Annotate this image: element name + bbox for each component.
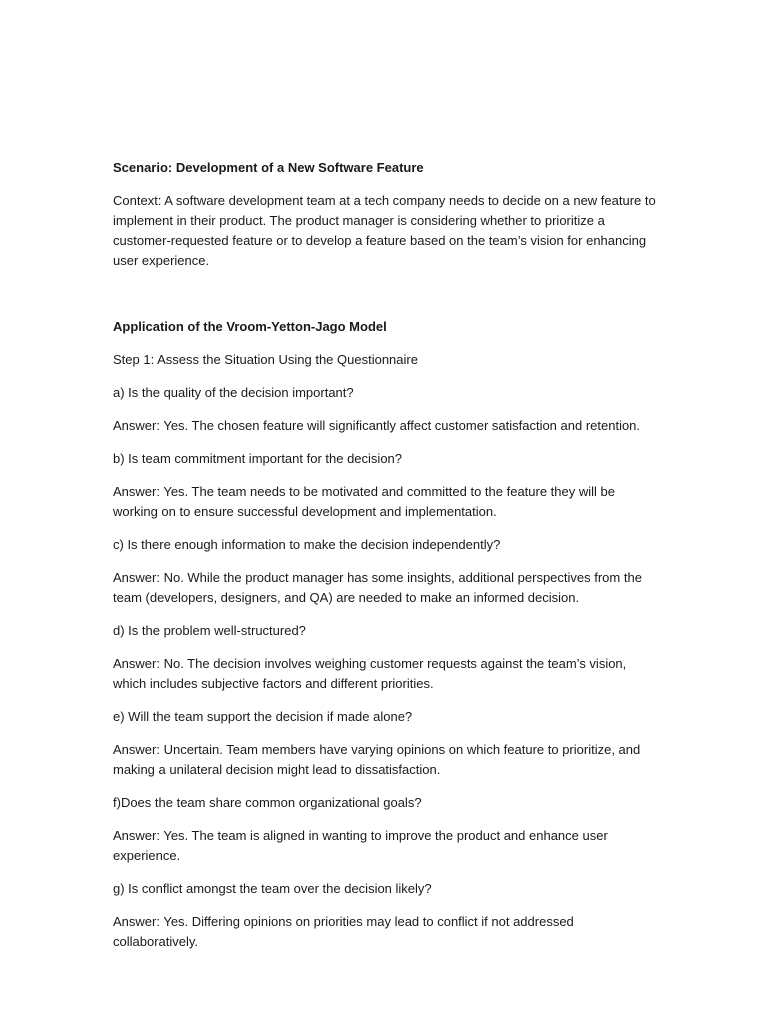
scenario-title: Scenario: Development of a New Software Feature bbox=[113, 160, 424, 175]
answer-f: Answer: Yes. The team is aligned in wanting to improve the product and enhance user experience. bbox=[113, 828, 608, 863]
question-a: a) Is the quality of the decision important? bbox=[113, 385, 354, 400]
document-page bbox=[113, 158, 658, 965]
question-c: c) Is there enough information to make the decision independently? bbox=[113, 537, 501, 552]
question-e: e) Will the team support the decision if made alone? bbox=[113, 709, 413, 724]
answer-g: Answer: Yes. Differing opinions on priorities may lead to conflict if not addressed collaboratively. bbox=[113, 914, 574, 949]
answer-e: Answer: Uncertain. Team members have varying opinions on which feature to prioritize, and making a unilateral decision might lead to dissatisfaction. bbox=[113, 742, 641, 777]
section-spacer bbox=[113, 284, 658, 317]
answer-a: Answer: Yes. The chosen feature will significantly affect customer satisfaction and retention. bbox=[113, 418, 641, 433]
context-paragraph: Context: A software development team at a tech company needs to decide on a new feature to implement in their product. The product manager is considering whether to prioritize a customer-requested feature or to develop a feature based on the team’s vision for enhancing user experience. bbox=[113, 193, 656, 268]
question-d: d) Is the problem well-structured? bbox=[113, 623, 306, 638]
answer-b: Answer: Yes. The team needs to be motivated and committed to the feature they will be working on to ensure successful development and implementation. bbox=[113, 484, 615, 519]
question-g: g) Is conflict amongst the team over the decision likely? bbox=[113, 881, 432, 896]
question-f: f)Does the team share common organizational goals? bbox=[113, 795, 422, 810]
answer-d: Answer: No. The decision involves weighing customer requests against the team’s vision, which includes subjective factors and different priorities. bbox=[113, 656, 627, 691]
question-b: b) Is team commitment important for the decision? bbox=[113, 451, 403, 466]
application-title: Application of the Vroom-Yetton-Jago Model bbox=[113, 319, 387, 334]
answer-c: Answer: No. While the product manager has some insights, additional perspectives from the team (developers, designers, and QA) are needed to make an informed decision. bbox=[113, 570, 642, 605]
step-1-heading: Step 1: Assess the Situation Using the Questionnaire bbox=[113, 352, 418, 367]
